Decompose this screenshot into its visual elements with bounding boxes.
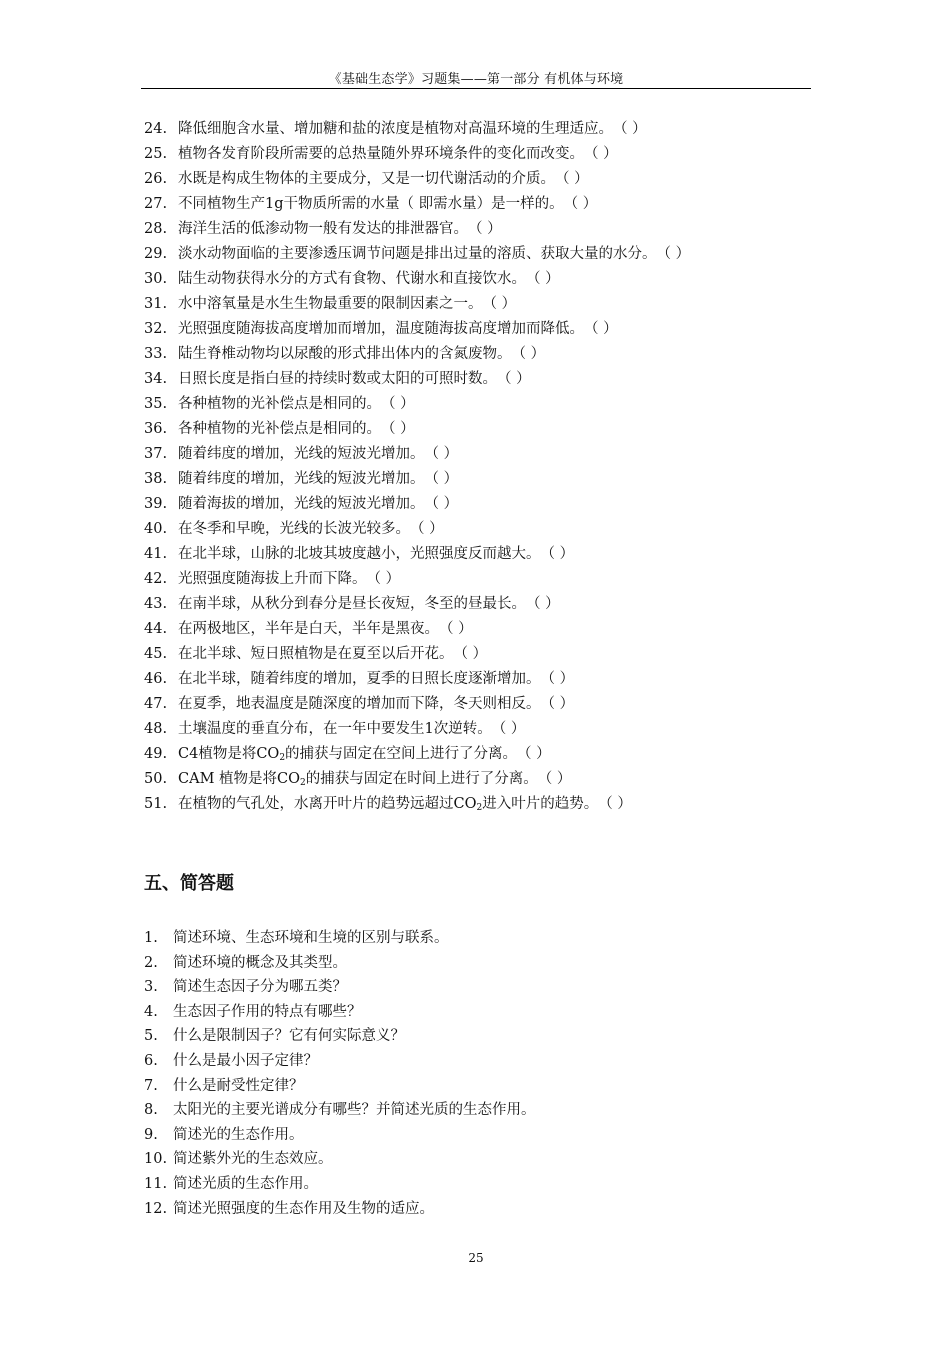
question-number: 7.	[144, 1077, 158, 1094]
question-text-part: CAM 植物是将CO	[178, 771, 301, 787]
question-number: 50.	[144, 771, 168, 787]
question-text	[178, 496, 425, 512]
question-text-part: 光照强度随海拔高度增加而增加，温度随海拔高度增加而降低。	[178, 321, 584, 337]
question-item	[144, 642, 690, 667]
question-item	[144, 592, 690, 617]
question-item	[144, 267, 690, 292]
answer-blank: （ ）	[540, 696, 575, 712]
question-text: 简述紫外光的生态效应。	[173, 1151, 333, 1168]
question-number: 30.	[144, 271, 168, 287]
question-number: 49.	[144, 746, 168, 762]
question-text	[178, 546, 541, 562]
question-number: 29.	[144, 246, 168, 262]
question-text-part: 降低细胞含水量、增加糖和盐的浓度是植物对高温环境的生理适应。	[178, 121, 613, 137]
question-number: 34.	[144, 371, 168, 387]
question-text	[178, 746, 517, 762]
question-text	[178, 296, 483, 312]
question-text: 什么是限制因子？它有何实际意义？	[173, 1028, 405, 1045]
question-text-part: 在冬季和早晚，光线的长波光较多。	[178, 521, 410, 537]
question-text: 什么是最小因子定律？	[173, 1052, 318, 1069]
answer-blank: （ ）	[540, 546, 575, 562]
question-item	[144, 367, 690, 392]
answer-blank: （ ）	[491, 721, 526, 737]
answer-blank: （ ）	[453, 646, 488, 662]
question-text-part: 不同植物生产1g干物质所需的水量（ 即需水量）是一样的。	[178, 196, 564, 212]
question-text-part: 的捕获与固定在空间上进行了分离。	[285, 746, 518, 762]
question-number: 38.	[144, 471, 168, 487]
question-number: 6.	[144, 1052, 158, 1069]
answer-blank: （ ）	[424, 446, 459, 462]
question-text: 简述光质的生态作用。	[173, 1175, 318, 1192]
question-text: 简述环境、生态环境和生境的区别与联系。	[173, 930, 449, 946]
question-text-part: 水中溶氧量是水生生物最重要的限制因素之一。	[178, 296, 483, 312]
question-number: 44.	[144, 621, 168, 637]
question-item	[144, 617, 690, 642]
question-item	[144, 167, 690, 192]
question-text-part: 水既是构成生物体的主要成分，又是一切代谢活动的介质。	[178, 171, 555, 187]
question-number: 4.	[144, 1003, 158, 1020]
question-number: 25.	[144, 146, 168, 162]
question-text-part: C4植物是将CO	[178, 746, 280, 762]
question-text-part: 进入叶片的趋势。	[482, 796, 599, 812]
answer-blank: （ ）	[517, 746, 551, 762]
short-answer-item	[144, 1074, 536, 1099]
question-number: 35.	[144, 396, 168, 412]
short-answer-item	[144, 1197, 536, 1222]
question-text	[178, 396, 381, 412]
question-text	[178, 321, 584, 337]
question-number: 2.	[144, 954, 158, 971]
question-number: 41.	[144, 546, 168, 562]
answer-blank: （ ）	[381, 396, 415, 412]
question-text	[178, 346, 512, 362]
question-text	[178, 446, 425, 462]
question-text	[178, 371, 497, 387]
question-item	[144, 742, 690, 767]
question-text	[178, 246, 657, 262]
question-item	[144, 767, 690, 792]
question-number: 3.	[144, 979, 158, 996]
answer-blank: （ ）	[540, 671, 575, 687]
question-text	[178, 171, 555, 187]
answer-blank: （ ）	[537, 771, 572, 787]
question-text-part: 淡水动物面临的主要渗透压调节问题是排出过量的溶质、获取大量的水分。	[178, 246, 657, 262]
question-text-part: 陆生脊椎动物均以尿酸的形式排出体内的含氮废物。	[178, 346, 512, 362]
short-answer-item	[144, 1147, 536, 1172]
short-answer-item	[144, 975, 536, 1000]
question-item	[144, 542, 690, 567]
answer-blank: （ ）	[366, 571, 401, 587]
question-text	[178, 646, 454, 662]
question-text	[178, 671, 541, 687]
question-text-part: 在夏季，地表温度是随深度的增加而下降，冬天则相反。	[178, 696, 541, 712]
question-text-part: 随着海拔的增加，光线的短波光增加。	[178, 496, 425, 512]
question-number: 8.	[144, 1102, 158, 1119]
answer-blank: （ ）	[526, 596, 560, 612]
question-text-part: 陆生动物获得水分的方式有食物、代谢水和直接饮水。	[178, 271, 526, 287]
question-text-part: 土壤温度的垂直分布，在一年中要发生1次逆转。	[178, 721, 492, 737]
question-number: 37.	[144, 446, 168, 462]
question-text: 什么是耐受性定律？	[173, 1077, 304, 1094]
question-text	[178, 221, 468, 237]
question-text	[178, 696, 541, 712]
answer-blank: （ ）	[424, 496, 459, 512]
answer-blank: （ ）	[482, 296, 517, 312]
question-number: 48.	[144, 721, 168, 737]
question-item	[144, 292, 690, 317]
question-number: 40.	[144, 521, 168, 537]
question-number: 51.	[144, 796, 168, 812]
question-number: 28.	[144, 221, 168, 237]
short-answer-question-list	[144, 926, 536, 1221]
question-text	[178, 521, 410, 537]
question-number: 26.	[144, 171, 168, 187]
question-text-part: 海洋生活的低渗动物一般有发达的排泄器官。	[178, 221, 468, 237]
question-item	[144, 242, 690, 267]
answer-blank: （ ）	[563, 196, 598, 212]
answer-blank: （ ）	[526, 271, 560, 287]
question-number: 42.	[144, 571, 168, 587]
question-text-part: 在植物的气孔处，水离开叶片的趋势远超过CO	[178, 796, 477, 812]
answer-blank: （ ）	[598, 796, 632, 812]
page-number: 25	[468, 1251, 484, 1265]
question-text	[178, 596, 526, 612]
header-title: 《基础生态学》习题集——第一部分 有机体与环境	[328, 72, 624, 87]
answer-blank: （ ）	[656, 246, 691, 262]
question-number: 46.	[144, 671, 168, 687]
question-number: 32.	[144, 321, 168, 337]
question-item	[144, 217, 690, 242]
answer-blank: （ ）	[613, 121, 647, 137]
short-answer-item	[144, 1000, 536, 1025]
question-text	[178, 471, 425, 487]
subscript: 2	[279, 753, 286, 763]
question-text-part: 随着纬度的增加，光线的短波光增加。	[178, 446, 425, 462]
question-number: 36.	[144, 421, 168, 437]
question-number: 9.	[144, 1126, 158, 1143]
question-text-part: 在北半球，随着纬度的增加，夏季的日照长度逐渐增加。	[178, 671, 541, 687]
subscript: 2	[476, 803, 483, 813]
question-item	[144, 467, 690, 492]
question-number: 39.	[144, 496, 168, 512]
question-number: 27.	[144, 196, 168, 212]
question-text-part: 光照强度随海拔上升而下降。	[178, 571, 367, 587]
question-item	[144, 342, 690, 367]
question-item	[144, 442, 690, 467]
question-item	[144, 567, 690, 592]
question-text-part: 在北半球，山脉的北坡其坡度越小，光照强度反而越大。	[178, 546, 541, 562]
question-text	[178, 196, 564, 212]
question-number: 10.	[144, 1151, 168, 1168]
question-text-part: 各种植物的光补偿点是相同的。	[178, 396, 381, 412]
question-item	[144, 792, 690, 817]
question-item	[144, 317, 690, 342]
question-text-part: 日照长度是指白昼的持续时数或太阳的可照时数。	[178, 371, 497, 387]
page-header	[141, 66, 811, 89]
question-item	[144, 392, 690, 417]
short-answer-item	[144, 1172, 536, 1197]
question-number: 11.	[144, 1175, 168, 1192]
question-number: 5.	[144, 1028, 158, 1045]
question-text-part: 在北半球、短日照植物是在夏至以后开花。	[178, 646, 454, 662]
subscript: 2	[300, 778, 306, 788]
question-text	[178, 421, 381, 437]
question-item	[144, 692, 690, 717]
question-text-part: 各种植物的光补偿点是相同的。	[178, 421, 381, 437]
question-number: 12.	[144, 1200, 168, 1217]
answer-blank: （ ）	[439, 621, 473, 637]
question-text: 简述环境的概念及其类型。	[173, 954, 347, 971]
question-text-part: 的捕获与固定在时间上进行了分离。	[305, 771, 538, 787]
question-item	[144, 417, 690, 442]
question-number: 33.	[144, 346, 168, 362]
question-item	[144, 492, 690, 517]
answer-blank: （ ）	[555, 171, 589, 187]
answer-blank: （ ）	[584, 321, 618, 337]
answer-blank: （ ）	[424, 471, 459, 487]
question-number: 45.	[144, 646, 168, 662]
short-answer-item	[144, 1098, 536, 1123]
question-text: 生态因子作用的特点有哪些？	[173, 1003, 362, 1020]
question-number: 24.	[144, 121, 168, 137]
short-answer-item	[144, 1123, 536, 1148]
question-text-part: 随着纬度的增加，光线的短波光增加。	[178, 471, 425, 487]
question-item	[144, 142, 690, 167]
question-text	[178, 571, 367, 587]
question-number: 47.	[144, 696, 168, 712]
short-answer-item	[144, 951, 536, 976]
short-answer-item	[144, 1024, 536, 1049]
question-text	[178, 121, 613, 137]
true-false-question-list	[144, 117, 690, 817]
answer-blank: （ ）	[410, 521, 444, 537]
question-text	[178, 796, 598, 812]
answer-blank: （ ）	[584, 146, 618, 162]
question-text	[178, 721, 492, 737]
question-item	[144, 117, 690, 142]
question-number: 43.	[144, 596, 168, 612]
question-item	[144, 192, 690, 217]
question-number: 31.	[144, 296, 168, 312]
question-text-part: 在南半球，从秋分到春分是昼长夜短，冬至的昼最长。	[178, 596, 526, 612]
question-text	[178, 621, 439, 637]
question-item	[144, 667, 690, 692]
question-item	[144, 517, 690, 542]
answer-blank: （ ）	[497, 371, 531, 387]
question-text: 简述光的生态作用。	[173, 1126, 304, 1143]
answer-blank: （ ）	[468, 221, 502, 237]
question-text	[178, 271, 526, 287]
question-text-part: 植物各发育阶段所需要的总热量随外界环境条件的变化而改变。	[178, 146, 584, 162]
question-text: 简述生态因子分为哪五类？	[173, 979, 347, 996]
question-text: 简述光照强度的生态作用及生物的适应。	[173, 1200, 434, 1217]
question-item	[144, 717, 690, 742]
question-number: 1.	[144, 930, 158, 946]
short-answer-item	[144, 1049, 536, 1074]
answer-blank: （ ）	[381, 421, 415, 437]
question-text: 太阳光的主要光谱成分有哪些？并简述光质的生态作用。	[173, 1102, 536, 1119]
short-answer-item	[144, 926, 536, 951]
question-text	[178, 771, 538, 787]
answer-blank: （ ）	[511, 346, 546, 362]
section-title: 五、简答题	[144, 873, 234, 894]
question-text	[178, 146, 584, 162]
question-text-part: 在两极地区，半年是白天，半年是黑夜。	[178, 621, 439, 637]
